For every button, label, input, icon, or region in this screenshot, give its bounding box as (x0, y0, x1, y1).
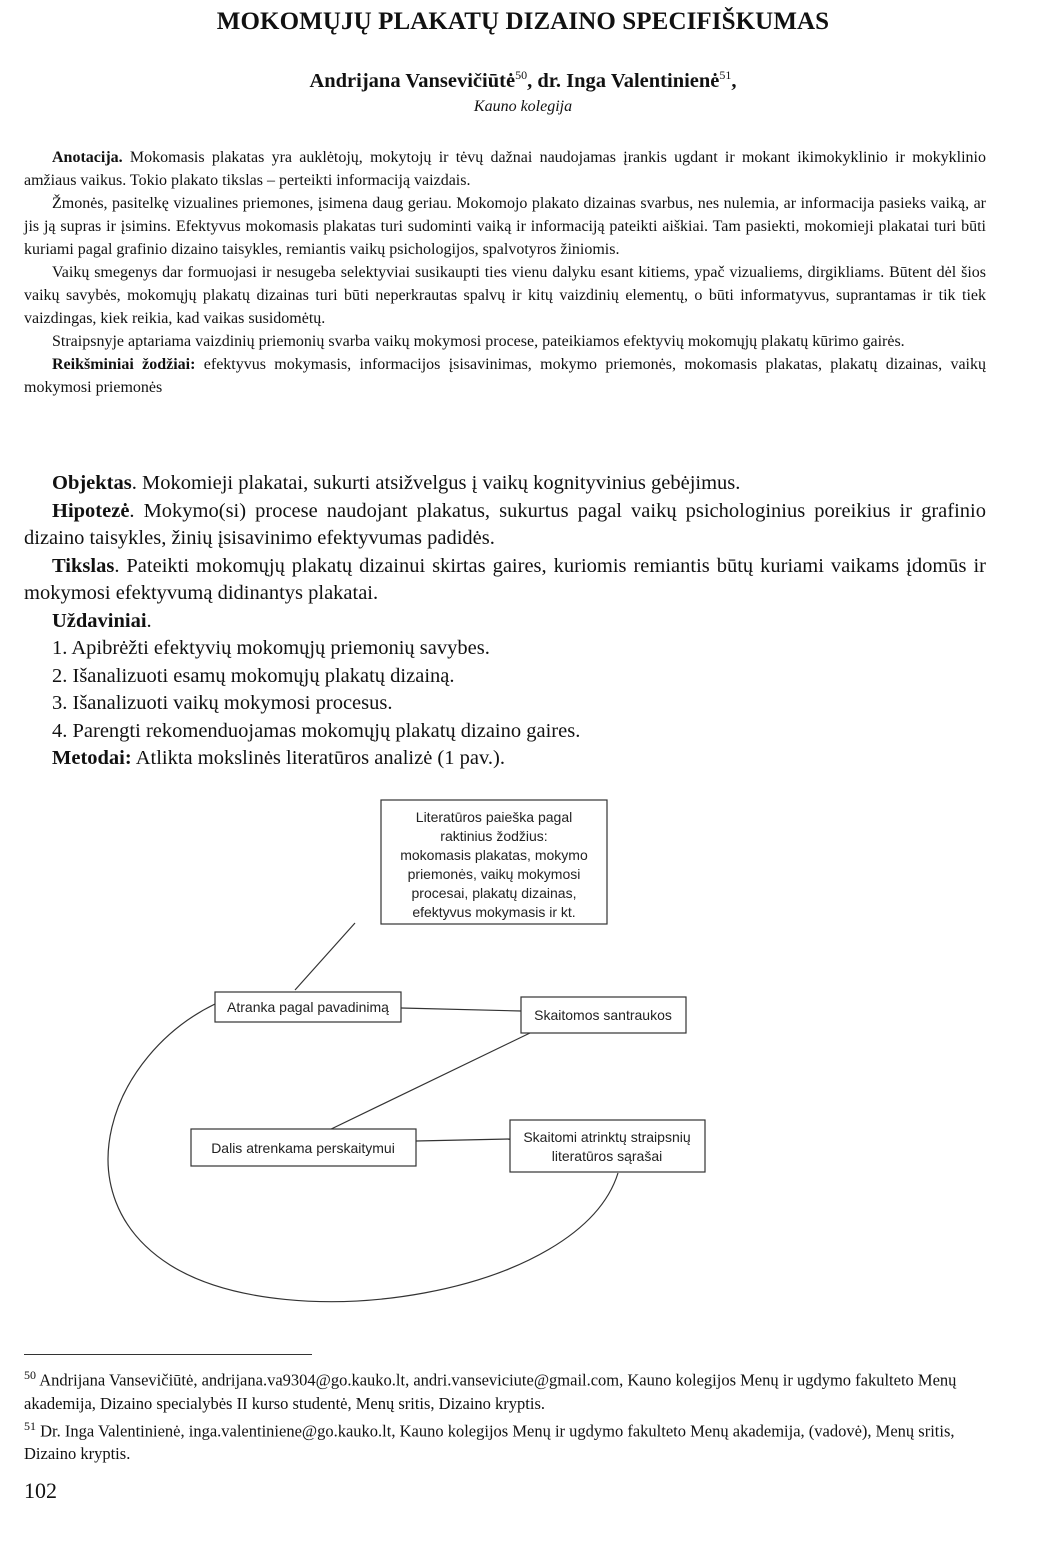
box-literature-search-line: mokomasis plakatas, mokymo (400, 847, 588, 863)
box-title-selection-label: Atranka pagal pavadinimą (227, 999, 389, 1015)
uzdaviniai-dot: . (146, 609, 152, 632)
abstract-paragraph (24, 146, 986, 192)
author-2-footnote-ref[interactable]: 51 (719, 68, 732, 82)
box-literature-search-line: priemonės, vaikų mokymosi (407, 866, 581, 882)
objektas-text: . Mokomieji plakatai, sukurti atsižvelgus į vaikų kognityvinius gebėjimus. (131, 472, 741, 494)
box-literature-search-line: Literatūros paieška pagal (415, 809, 573, 825)
metodai-label: Metodai: (52, 747, 132, 769)
task-item: 1. Apibrėžti efektyvių mokomųjų priemonių savybes. (52, 637, 490, 659)
footnote-50-text: Andrijana Vansevičiūtė, andrijana.va9304@go.kauko.lt, andri.vanseviciute@gmail.com, Kauno kolegijos Menų ir ugdymo fakulteto Menų akademija, Dizaino specialybės II kurso studentė, Menų sritis, Dizaino kryptis. (24, 1370, 957, 1413)
footnote-51-text: Dr. Inga Valentinienė, inga.valentiniene@go.kauko.lt, Kauno kolegijos Menų ir ugdymo fakulteto Menų akademija, (vadovė), Menų sritis, Dizaino kryptis. (24, 1421, 955, 1463)
hipoteze-paragraph (24, 498, 986, 553)
task-item: 3. Išanalizuoti vaikų mokymosi procesus. (52, 692, 393, 714)
footnote-50-number: 50 (24, 1368, 36, 1382)
box-literature-search-line: efektyvus mokymasis ir kt. (412, 904, 576, 920)
box-reference-lists-line: Skaitomi atrinktų straipsnių (523, 1129, 691, 1145)
abstract-text: Mokomasis plakatas yra auklėtojų, mokytojų ir tėvų dažnai naudojamas įrankis ugdant ir mokant ikimokyklinio ir mokyklinio amžiaus vaikus. Tokio plakato tikslas – perteikti informaciją vaizdais. (24, 149, 986, 189)
authors-line (0, 68, 1046, 93)
affiliation: Kauno kolegija (473, 98, 573, 115)
keywords-label: Reikšminiai žodžiai: (52, 356, 196, 373)
keywords-text: efektyvus mokymasis, informacijos įsisavinimas, mokymo priemonės, mokomasis plakatas, plakatų dizainas, vaikų mokymosi priemonės (24, 356, 987, 396)
footnote-51 (24, 1415, 1004, 1466)
footnotes (24, 1364, 1004, 1465)
body-text (24, 470, 986, 773)
footnote-separator (24, 1354, 312, 1355)
footnote-51-number: 51 (24, 1418, 36, 1433)
box-abstracts-read-label: Skaitomos santraukos (534, 1007, 672, 1023)
footnote-50 (24, 1364, 1004, 1415)
uzdaviniai-heading (24, 608, 986, 636)
box-reference-lists (510, 1120, 705, 1172)
page-number: 102 (24, 1478, 57, 1503)
author-separator: , (527, 69, 538, 92)
abstract-label: Anotacija. (52, 149, 123, 166)
author-1-footnote-ref[interactable]: 50 (515, 68, 528, 82)
box-selected-for-reading-label: Dalis atrenkama perskaitymui (211, 1140, 395, 1156)
abstract-paragraph: Vaikų smegenys dar formuojasi ir nesugeba selektyviai susikaupti ties vienu dalyku esant kitiems, ypač vizualiems, dirgikliams. Būtent dėl šios vaikų savybės, mokomųjų plakatų dizainas turi būti neperkrautas spalvų ir kitų vaizdinių elementų, o būti informatyvus, suprantamas ir tik tiek vaizdingas, kiek reikia, kad vaikas susidomėtų. (24, 264, 986, 327)
author-1: Andrijana Vansevičiūtė (309, 69, 516, 92)
box-literature-search-line: raktinius žodžius: (440, 828, 548, 844)
metodai-text: Atlikta mokslinės literatūros analizė (1 pav.). (131, 747, 505, 769)
abstract (24, 146, 986, 399)
abstract-paragraph: Žmonės, pasitelkę vizualines priemones, įsimena daug geriau. Mokomojo plakato dizainas svarbus, nes nulemia, ar informacija pasieks vaiką, ar jis ją supras ir įsimins. Efektyvus mokomasis plakatas turi sudominti vaiką ir informaciją pateikti aiškiai. Tam pasiekti, mokomieji plakatai turi būti kuriami pagal grafinio dizaino taisykles, remiantis vaikų psichologijos, spalvotyros žiniomis. (24, 195, 986, 258)
task-item: 4. Parengti rekomenduojamas mokomųjų plakatų dizaino gaires. (52, 719, 581, 742)
uzdaviniai-label: Uždaviniai (52, 609, 147, 632)
connector-box1-box2 (295, 923, 355, 990)
tikslas-label: Tikslas (52, 554, 115, 577)
box-reference-lists-line: literatūros sąrašai (551, 1148, 663, 1164)
authors-trailing: , (731, 69, 737, 92)
objektas-paragraph (24, 470, 986, 498)
connector-box2-box3 (401, 1008, 521, 1011)
connector-box3-box4 (325, 1033, 530, 1132)
tikslas-paragraph (24, 553, 986, 608)
keywords (24, 353, 986, 399)
metodai-paragraph (24, 745, 986, 773)
author-2: dr. Inga Valentinienė (537, 69, 720, 92)
literature-search-diagram (90, 795, 730, 1305)
connector-box4-box5 (416, 1139, 510, 1141)
abstract-paragraph: Straipsnyje aptariama vaizdinių priemonių svarba vaikų mokymosi procese, pateikiamos efektyvių mokomųjų plakatų kūrimo gairės. (52, 333, 905, 350)
hipoteze-text: . Mokymo(si) procese naudojant plakatus, sukurtus pagal vaikų psichologinius poreikius ir grafinio dizaino taisykles, žinių įsisavinimo efektyvumas padidės. (24, 499, 986, 549)
box-literature-search-line: procesai, plakatų dizainas, (411, 885, 577, 901)
task-item: 2. Išanalizuoti esamų mokomųjų plakatų dizainą. (52, 664, 455, 687)
objektas-label: Objektas (52, 472, 132, 494)
tikslas-text: . Pateikti mokomųjų plakatų dizainui skirtas gaires, kuriomis remiantis būtų kuriami vaikams įdomūs ir mokymosi efektyvumą didinantys plakatai. (24, 554, 986, 604)
hipoteze-label: Hipotezė (52, 499, 130, 522)
paper-title: MOKOMŲJŲ PLAKATŲ DIZAINO SPECIFIŠKUMAS (216, 8, 830, 35)
